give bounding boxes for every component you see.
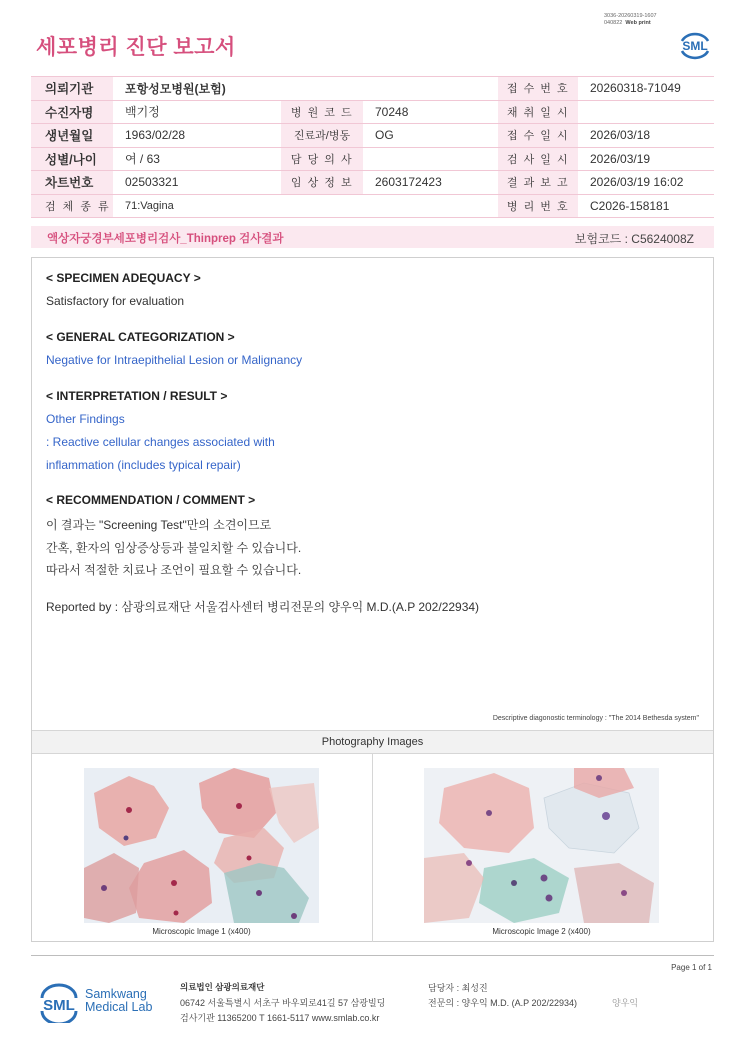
doctor-value [363, 147, 498, 171]
clinical-info-label: 임 상 정 보 [281, 171, 363, 195]
department-value: OG [375, 128, 394, 143]
contact-info: 검사기관 11365200 T 1661-5117 www.smlab.co.kr [180, 1013, 380, 1023]
requesting-org-value: 포항성모병원(보험) [125, 81, 226, 96]
recommendation-line: 따라서 적절한 치료나 조언이 필요할 수 있습니다. [46, 563, 302, 577]
document-code [604, 13, 657, 26]
info-row [31, 147, 714, 171]
specimen-adequacy-heading: < SPECIMEN ADEQUACY > [46, 271, 201, 285]
document-code-line2: 040822 [604, 19, 623, 26]
department-label: 진료과/병동 [281, 124, 363, 148]
page-number: Page 1 of 1 [671, 963, 712, 972]
hospital-code-label: 병 원 코 드 [281, 100, 363, 124]
collection-date-label: 채 취 일 시 [498, 100, 578, 124]
interpretation-line: inflammation (includes typical repair) [46, 458, 241, 472]
info-row [31, 194, 714, 218]
company-name [85, 988, 152, 1014]
microscopic-image-2-caption: Microscopic Image 2 (x400) [492, 927, 591, 936]
birth-date-label: 생년월일 [31, 124, 113, 148]
test-date-value: 2026/03/19 [590, 151, 651, 166]
info-row [31, 100, 714, 124]
recommendation-heading: < RECOMMENDATION / COMMENT > [46, 493, 256, 507]
staff-in-charge: 담당자 : 최성진 [428, 983, 488, 993]
patient-info-table [31, 76, 714, 218]
general-categorization-heading: < GENERAL CATEGORIZATION > [46, 330, 235, 344]
bethesda-terminology-note: Descriptive diagonostic terminology : "The 2014 Bethesda system" [492, 715, 699, 722]
birth-date-value: 1963/02/28 [125, 128, 186, 143]
doctor-label: 담 당 의 사 [281, 147, 363, 171]
test-date-label: 검 사 일 시 [498, 147, 578, 171]
address: 06742 서울특별시 서초구 바우뫼로41길 57 삼광빌딩 [180, 998, 386, 1008]
patient-name-value: 백기정 [125, 105, 160, 120]
recommendation-line: 간혹, 환자의 임상증상등과 불일치할 수 있습니다. [46, 541, 302, 555]
info-row [31, 77, 714, 101]
recommendation-line: 이 결과는 "Screening Test"만의 소견이므로 [46, 518, 272, 532]
sml-footer-logo-text: SML [43, 997, 75, 1014]
company-name-line1: Samkwang [85, 987, 147, 1001]
receipt-date-label: 접 수 일 시 [498, 124, 578, 148]
chart-number-value: 02503321 [125, 175, 179, 190]
footer-divider [31, 955, 714, 956]
sml-footer-logo-icon [36, 981, 82, 1023]
result-report-value: 2026/03/19 16:02 [590, 175, 684, 190]
collection-date-value [578, 100, 714, 124]
photography-images-header: Photography Images [32, 730, 713, 754]
photo-divider [372, 754, 373, 942]
receipt-date-value: 2026/03/18 [590, 128, 651, 143]
pathology-number-value: C2026-158181 [590, 198, 670, 213]
sex-age-value: 여 / 63 [125, 152, 160, 167]
info-row [31, 171, 714, 195]
sex-age-label: 성별/나이 [31, 147, 113, 171]
chart-number-label: 차트번호 [31, 171, 113, 195]
sml-logo-icon [676, 27, 714, 61]
general-categorization-text: Negative for Intraepithelial Lesion or Malignancy [46, 353, 303, 367]
test-name: 액상자궁경부세포병리검사_Thinprep 검사결과 [47, 233, 284, 245]
specimen-type-value: 71:Vagina [125, 199, 174, 212]
reported-by: Reported by : 삼광의료재단 서울검사센터 병리전문의 양우익 M.D.(A.P 202/22934) [46, 600, 480, 614]
insurance-code: 보험코드 : C5624008Z [574, 232, 694, 246]
specimen-adequacy-text: Satisfactory for evaluation [46, 294, 185, 308]
specialist-signature: 양우익 [612, 999, 639, 1009]
sml-logo-text: SML [682, 39, 708, 53]
interpretation-heading: < INTERPRETATION / RESULT > [46, 389, 228, 403]
receipt-number-label: 접 수 번 호 [498, 77, 578, 101]
result-box [31, 257, 714, 942]
patient-name-label: 수진자명 [31, 100, 113, 124]
microscopic-image-1 [84, 768, 319, 923]
test-name-bar [31, 226, 714, 248]
hospital-code-value: 70248 [375, 104, 409, 119]
company-name-line2: Medical Lab [85, 1000, 153, 1014]
interpretation-line: : Reactive cellular changes associated with [46, 435, 275, 449]
result-report-label: 결 과 보 고 [498, 171, 578, 195]
requesting-org-label: 의뢰기관 [31, 77, 113, 101]
pathology-number-label: 병 리 번 호 [498, 194, 578, 218]
specialist: 전문의 : 양우익 M.D. (A.P 202/22934) [428, 998, 578, 1008]
report-title: 세포병리 진단 보고서 [36, 36, 236, 59]
interpretation-line: Other Findings [46, 412, 125, 426]
info-row [31, 124, 714, 148]
microscopic-image-2 [424, 768, 659, 923]
receipt-number-value: 20260318-71049 [590, 81, 681, 96]
foundation-name: 의료법인 삼광의료재단 [180, 982, 265, 992]
microscopic-image-1-caption: Microscopic Image 1 (x400) [152, 927, 251, 936]
document-code-line1: 3036-20260319-1607 [604, 13, 657, 19]
web-print-label: Web print [625, 19, 651, 26]
clinical-info-value: 2603172423 [375, 175, 442, 190]
specimen-type-label: 검 체 종 류 [31, 194, 113, 218]
